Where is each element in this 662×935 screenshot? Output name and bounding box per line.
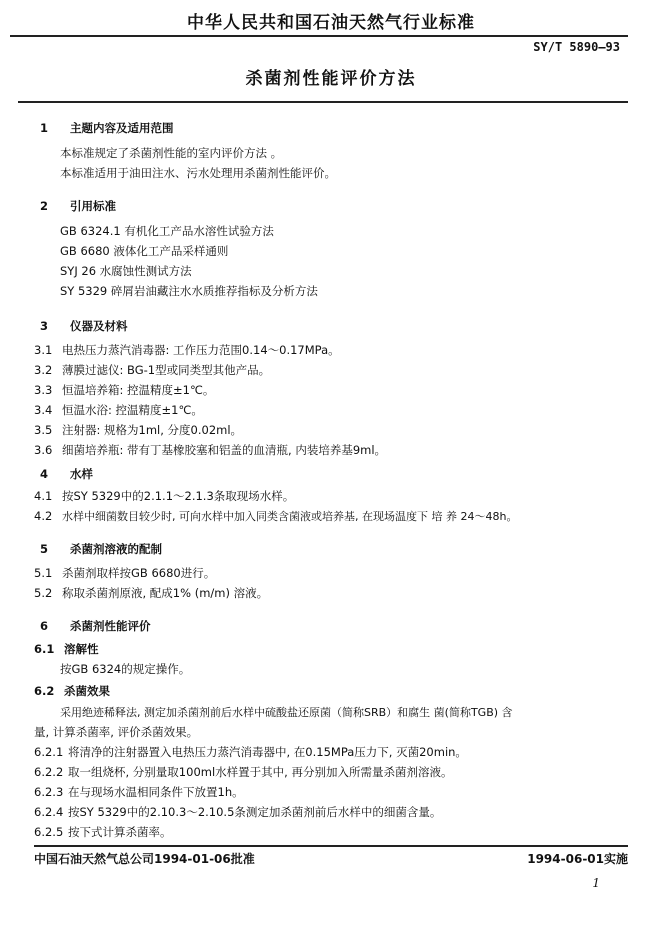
item-text: 按SY 5329中的2.10.3～2.10.5条测定加杀菌剂前后水样中的细菌含量。 [68,805,442,819]
effective-date: 1994-06-01实施 [527,852,628,866]
approval-date: 中国石油天然气总公司1994-01-06批准 [34,852,255,866]
item-number: 6.2.4 [34,805,64,819]
item-text: 杀菌剂取样按GB 6680进行。 [62,566,216,580]
subsection-6-1-text: 按GB 6324的规定操作。 [60,662,191,676]
list-item [34,442,386,458]
section-4-heading [40,466,93,482]
list-item [34,422,242,438]
item-text: 按SY 5329中的2.1.1～2.1.3条取现场水样。 [62,489,295,503]
section-title: 杀菌剂性能评价 [70,619,151,633]
list-item [34,744,467,760]
section-3-heading [40,318,128,334]
subsection-6-2-para-line-1: 采用绝迹稀释法, 测定加杀菌剂前后水样中硫酸盐还原菌（简称SRB）和腐生 菌(简称TGB) 含 [60,706,513,719]
reference-item: SYJ 26 水腐蚀性测试方法 [60,264,192,278]
item-number: 3.6 [34,443,53,457]
section-1-para-2: 本标准适用于油田注水、污水处理用杀菌剂性能评价。 [60,166,336,180]
subsection-6-1-heading [34,641,99,657]
subsection-number: 6.1 [34,642,55,656]
list-item [34,362,270,378]
item-number: 5.1 [34,566,53,580]
item-text: 将清净的注射器置入电热压力蒸汽消毒器中, 在0.15MPa压力下, 灭菌20min。 [68,745,467,759]
reference-item: SY 5329 碎屑岩油藏注水水质推荐指标及分析方法 [60,284,318,298]
standard-number: SY/T 5890—93 [533,40,620,54]
item-text: 恒温水浴: 控温精度±1℃。 [62,403,203,417]
section-number: 1 [40,121,49,135]
item-text: 按下式计算杀菌率。 [68,825,172,839]
list-item [34,764,452,780]
subsection-6-2-para-line-2: 量, 计算杀菌率, 评价杀菌效果。 [34,725,199,739]
item-number: 5.2 [34,586,53,600]
item-number: 6.2.3 [34,785,64,799]
section-6-heading [40,618,151,634]
item-number: 4.1 [34,489,53,503]
list-item [34,804,441,820]
section-number: 2 [40,199,49,213]
item-text: 注射器: 规格为1ml, 分度0.02ml。 [62,423,243,437]
item-number: 6.2.2 [34,765,64,779]
list-item [34,508,517,524]
footer-rule [34,845,628,847]
section-title: 引用标准 [70,199,116,213]
item-number: 3.5 [34,423,53,437]
section-title: 主题内容及适用范围 [70,121,174,135]
section-number: 3 [40,319,49,333]
list-item [34,488,294,504]
section-title: 杀菌剂溶液的配制 [70,542,162,556]
item-number: 3.3 [34,383,53,397]
section-number: 5 [40,542,49,556]
section-1-heading [40,120,174,136]
section-title: 仪器及材料 [70,319,128,333]
section-1-para-1: 本标准规定了杀菌剂性能的室内评价方法 。 [60,146,283,160]
subsection-title: 杀菌效果 [64,684,110,698]
list-item [34,565,215,581]
item-number: 6.2.5 [34,825,64,839]
item-text: 水样中细菌数目较少时, 可向水样中加入同类含菌液或培养基, 在现场温度下 培 养 24～48h。 [62,510,518,523]
item-text: 薄膜过滤仪: BG-1型或同类型其他产品。 [62,363,271,377]
reference-item: GB 6680 液体化工产品采样通则 [60,244,229,258]
section-number: 6 [40,619,49,633]
subsection-number: 6.2 [34,684,55,698]
item-number: 6.2.1 [34,745,64,759]
section-number: 4 [40,467,49,481]
standard-org-title: 中华人民共和国石油天然气行业标准 [187,13,475,33]
list-item [34,402,203,418]
section-title: 水样 [70,467,93,481]
document-title: 杀菌剂性能评价方法 [245,69,417,89]
list-item [34,585,268,601]
item-number: 3.1 [34,343,53,357]
item-text: 取一组烧杯, 分别量取100ml水样置于其中, 再分别加入所需量杀菌剂溶液。 [68,765,453,779]
section-2-heading [40,198,116,214]
item-text: 电热压力蒸汽消毒器: 工作压力范围0.14～0.17MPa。 [62,343,340,357]
header-rule-top [10,35,628,37]
item-number: 3.4 [34,403,53,417]
item-text: 称取杀菌剂原液, 配成1% (m/m) 溶液。 [62,586,269,600]
subsection-6-2-heading [34,683,110,699]
reference-item: GB 6324.1 有机化工产品水溶性试验方法 [60,224,274,238]
section-5-heading [40,541,162,557]
item-text: 细菌培养瓶: 带有丁基橡胶塞和铝盖的血清瓶, 内装培养基9ml。 [62,443,387,457]
header-rule-bottom [18,101,628,103]
page-number: 1 [592,876,600,890]
item-number: 3.2 [34,363,53,377]
item-text: 恒温培养箱: 控温精度±1℃。 [62,383,215,397]
list-item [34,824,172,840]
list-item [34,342,340,358]
subsection-title: 溶解性 [64,642,99,656]
item-number: 4.2 [34,509,53,523]
list-item [34,382,214,398]
list-item [34,784,244,800]
item-text: 在与现场水温相同条件下放置1h。 [68,785,244,799]
